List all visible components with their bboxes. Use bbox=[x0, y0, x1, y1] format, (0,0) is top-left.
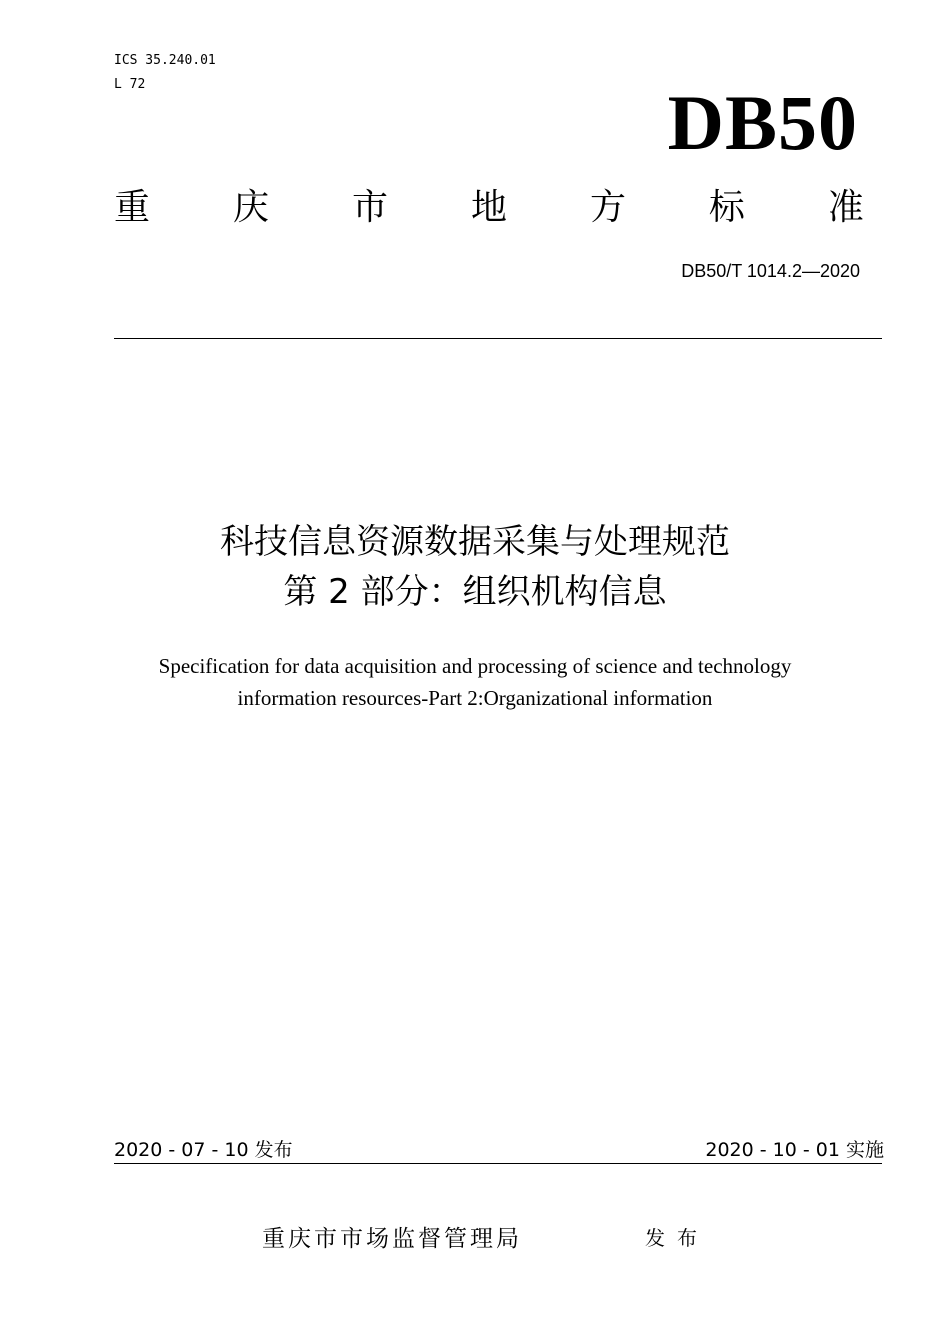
standard-type-char: 方 bbox=[589, 187, 626, 228]
title-cn-line2: 第 2 部分：组织机构信息 bbox=[283, 572, 667, 612]
title-en-line2: information resources-Part 2:Organizational information bbox=[237, 686, 713, 710]
standard-type-char: 标 bbox=[708, 187, 745, 228]
bottom-divider bbox=[114, 1163, 882, 1164]
publish-label: 发布 bbox=[645, 1226, 709, 1250]
standard-type-char: 庆 bbox=[232, 187, 269, 228]
issue-date: 2020 - 07 - 10 发布 bbox=[114, 1139, 293, 1161]
standard-number: DB50/T 1014.2—2020 bbox=[681, 261, 860, 281]
ics-code: ICS 35.240.01 bbox=[114, 53, 216, 68]
classification-codes bbox=[114, 49, 216, 97]
ccs-code: L 72 bbox=[114, 77, 146, 92]
standard-type-char: 地 bbox=[470, 187, 507, 228]
issuing-authority: 重庆市市场监督管理局 bbox=[262, 1226, 522, 1252]
top-divider bbox=[114, 338, 882, 339]
standard-type-heading bbox=[114, 184, 864, 232]
standard-type-char: 市 bbox=[351, 187, 388, 228]
standard-type-char: 重 bbox=[114, 187, 151, 228]
implementation-date: 2020 - 10 - 01 实施 bbox=[705, 1139, 884, 1161]
db50-logo: DB50 bbox=[667, 79, 858, 166]
title-en-line1: Specification for data acquisition and processing of science and technology bbox=[158, 654, 792, 678]
title-cn-line1: 科技信息资源数据采集与处理规范 bbox=[220, 522, 730, 562]
standard-type-char: 准 bbox=[827, 187, 864, 228]
